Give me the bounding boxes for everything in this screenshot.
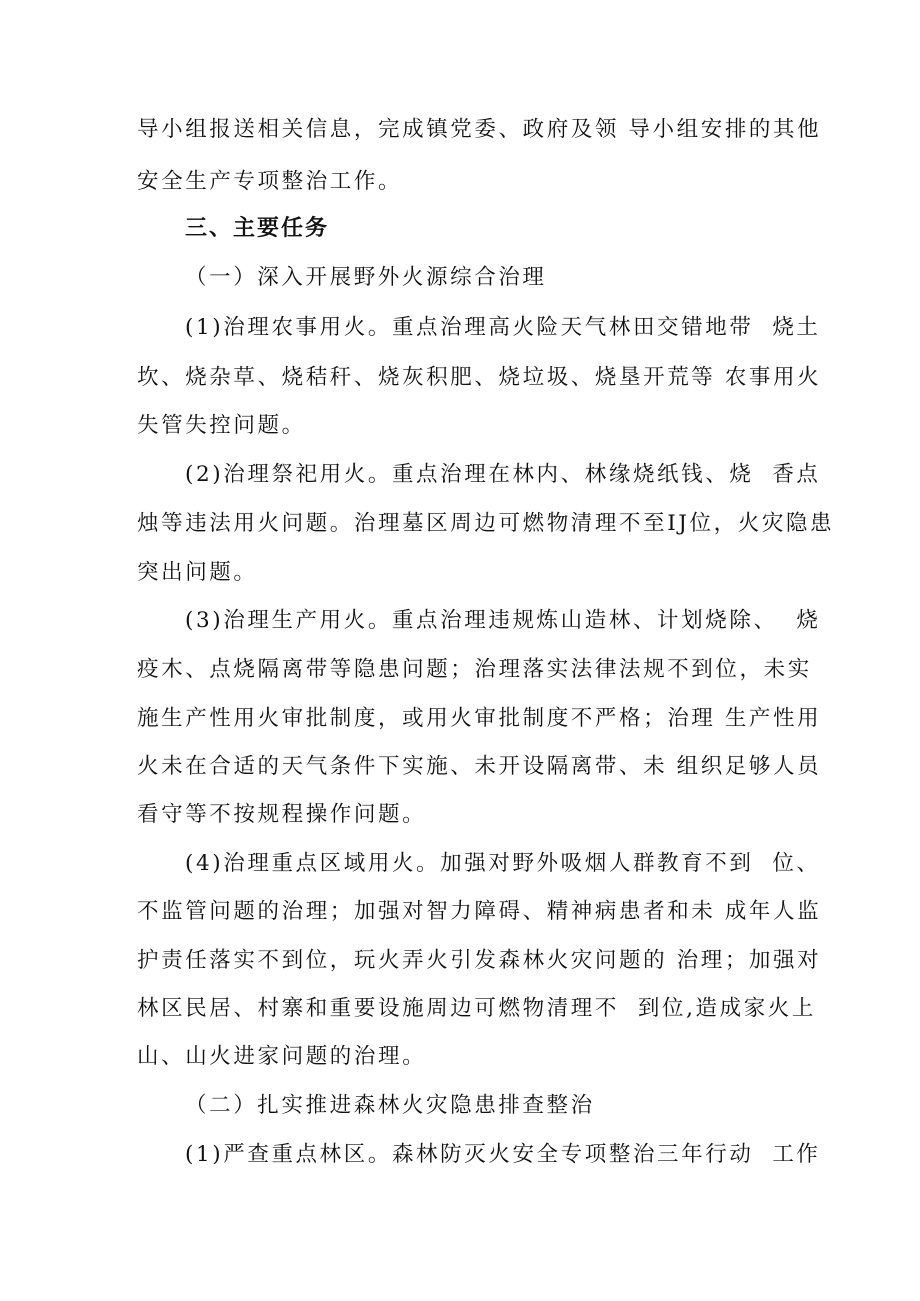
section-heading: 三、主要任务 [185,216,330,241]
paragraph-line: (3)治理生产用火。重点治理违规炼山造林、计划烧除、 烧 [185,608,821,633]
paragraph-line: 施生产性用火审批制度，或用火审批制度不严格；治理 生产性用 [137,706,822,731]
paragraph-line: 导小组报送相关信息，完成镇党委、政府及领 导小组安排的其他 [137,117,822,142]
paragraph-line: 突出问题。 [137,560,258,585]
paragraph-line: 失管失控问题。 [137,413,306,438]
subsection-heading: （二）扎实推进森林火灾隐患排查整治 [185,1093,595,1118]
paragraph-line: 火未在合适的天气条件下实施、未开设隔离带、未 组织足够人员 [137,754,822,779]
paragraph-line: 烛等违法用火问题。治理墓区周边可燃物清理不至IJ位，火灾隐患 [137,511,835,536]
paragraph-line: 坎、烧杂草、烧秸秆、烧灰积肥、烧垃圾、烧垦开荒等 农事用火 [137,365,822,390]
paragraph-line: (1)严查重点林区。森林防灭火安全专项整治三年行动 工作 [185,1142,821,1167]
paragraph-line: 安全生产专项整治工作。 [137,169,403,194]
paragraph-line: 护责任落实不到位，玩火弄火引发森林火灾问题的 治理；加强对 [137,948,822,973]
paragraph-line: 看守等不按规程操作问题。 [137,802,427,827]
paragraph-line: 山、山火进家问题的治理。 [137,1044,427,1069]
paragraph-line: 疫木、点烧隔离带等隐患问题；治理落实法律法规不到位，未实 [137,657,812,682]
paragraph-line: 不监管问题的治理；加强对智力障碍、精神病患者和未 成年人监 [137,899,822,924]
subsection-heading: （一）深入开展野外火源综合治理 [185,265,547,290]
paragraph-line: (4)治理重点区域用火。加强对野外吸烟人群教育不到 位、 [185,851,821,876]
paragraph-line: (1)治理农事用火。重点治理高火险天气林田交错地带 烧土 [185,315,821,340]
paragraph-line: (2)治理祭祀用火。重点治理在林内、林缘烧纸钱、烧 香点 [185,462,821,487]
paragraph-line: 林区民居、村寨和重要设施周边可燃物清理不 到位,造成家火上 [137,996,817,1021]
